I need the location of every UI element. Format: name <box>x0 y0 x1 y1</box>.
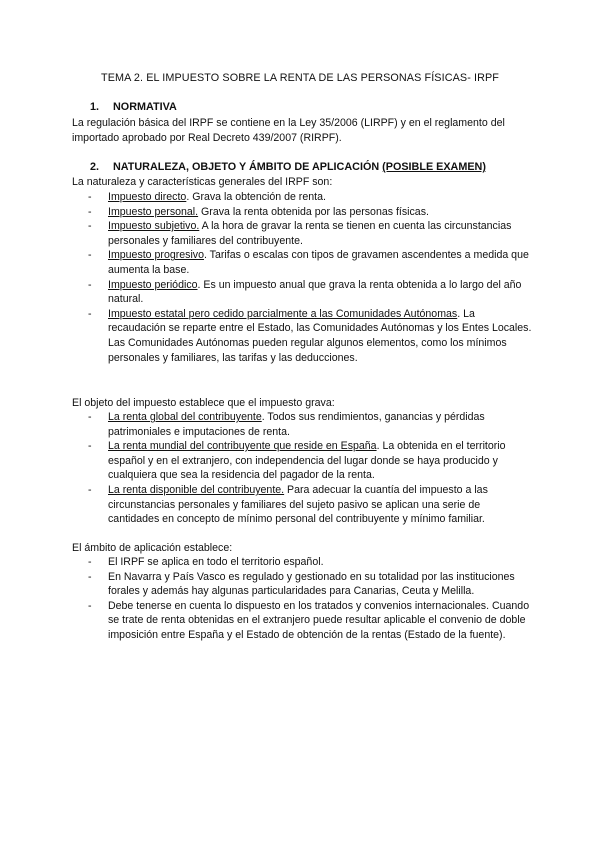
section-1-number: 1. <box>90 101 100 113</box>
feature-term: Impuesto progresivo <box>108 249 204 262</box>
feature-text: . Grava la obtención de renta. <box>186 191 326 203</box>
section-2-exam-tag: (POSIBLE EXAMEN) <box>382 161 486 173</box>
section-2-title: NATURALEZA, OBJETO Y ÁMBITO DE APLICACIÓN <box>113 161 380 173</box>
list-item: - La renta disponible del contribuyente. Para adecuar la cuantía del impuesto a las circunstancias personales y familiares del sujeto pasivo se aplican una serie de cantidades en concepto de mínimo personal del contribuyente y mínimo familiar. <box>88 483 488 526</box>
object-text: Para adecuar la cuantía del impuesto a las circunstancias personales y familiares del sujeto pasivo se aplican una serie de cantidades en concepto de mínimo personal del contribuyente y mínimo familiar. <box>108 483 488 526</box>
list-item: - Impuesto subjetivo. A la hora de gravar la renta se tienen en cuenta las circunstancias personales y familiares del contribuyente. <box>88 220 512 247</box>
object-term: La renta global del contribuyente <box>108 411 262 423</box>
section-2-number: 2. <box>90 161 100 173</box>
feature-term: Impuesto directo <box>108 191 187 203</box>
object-text: . La obtenida en el territorio español y en el extranjero, con independencia del lugar donde se haya producido y cualquiera que sea la residencia del pagador de la renta. <box>108 440 506 482</box>
features-intro: La naturaleza y características generales del IRPF son: <box>72 176 333 188</box>
feature-text: A la hora de gravar la renta se tienen en cuenta las circunstancias personales y familiares del contribuyente. <box>108 220 512 247</box>
list-item: - El IRPF se aplica en todo el territorio español. <box>88 556 324 568</box>
feature-term: Impuesto estatal pero cedido parcialmente a las Comunidades Autónomas <box>108 307 458 320</box>
document-title: TEMA 2. EL IMPUESTO SOBRE LA RENTA DE LAS PERSONAS FÍSICAS- IRPF <box>101 72 499 84</box>
section-1-text: La regulación básica del IRPF se contiene en la Ley 35/2006 (LIRPF) y en el reglamento del importado aprobado por Real Decreto 439/2007 (RIRPF). <box>72 117 505 144</box>
scope-text: El IRPF se aplica en todo el territorio español. <box>108 556 324 568</box>
list-item: - La renta global del contribuyente. Todos sus rendimientos, ganancias y pérdidas patrimoniales e imputaciones de renta. <box>88 411 485 438</box>
object-term: La renta mundial del contribuyente que reside en España <box>108 440 377 453</box>
list-item: - En Navarra y País Vasco es regulado y gestionado en su totalidad por las instituciones forales y además hay algunas particularidades para Canarias, Ceuta y Melilla. <box>88 570 515 598</box>
object-term: La renta disponible del contribuyente. <box>108 483 285 496</box>
object-text: . Todos sus rendimientos, ganancias y pérdidas patrimoniales e imputaciones de renta. <box>108 411 485 438</box>
feature-term: Impuesto personal. <box>108 205 199 218</box>
scope-text: En Navarra y País Vasco es regulado y gestionado en su totalidad por las instituciones forales y además hay algunas particularidades para Canarias, Ceuta y Melilla. <box>108 570 515 598</box>
objects-list <box>72 410 534 527</box>
list-item: - Impuesto progresivo. Tarifas o escalas con tipos de gravamen ascendentes a medida que aumenta la base. <box>88 249 529 276</box>
section-2-heading <box>90 161 486 173</box>
object-intro: El objeto del impuesto establece que el impuesto grava: <box>72 397 335 409</box>
list-item: - Debe tenerse en cuenta lo dispuesto en los tratados y convenios internacionales. Cuando se trate de renta obtenidas en el extranjero puede resultar aplicable el convenio de doble imposición entre España y el Estado de obtención de la rentas (Estado de la fuente). <box>88 599 530 641</box>
list-item: - Impuesto directo. Grava la obtención de renta. <box>88 191 326 203</box>
section-1-title: NORMATIVA <box>113 101 177 113</box>
list-item: - Impuesto estatal pero cedido parcialmente a las Comunidades Autónomas. La recaudación se reparte entre el Estado, las Comunidades Autónomas y los Entes Locales. Las Comunidades Autónomas pueden regular algunos elementos, como los mínimos personales y familiares, las tarifas y las deducciones. <box>72 307 534 365</box>
feature-text: . Tarifas o escalas con tipos de gravamen ascendentes a medida que aumenta la base. <box>108 249 529 276</box>
feature-text: Grava la renta obtenida por las personas físicas. <box>198 205 429 218</box>
scope-intro: El ámbito de aplicación establece: <box>72 542 233 554</box>
feature-extra: Las Comunidades Autónomas pueden regular algunos elementos, como los mínimos personales y familiares, las tarifas y las deducciones. <box>108 336 507 364</box>
feature-term: Impuesto subjetivo. <box>108 220 200 233</box>
feature-text: . La recaudación se reparte entre el Estado, las Comunidades Autónomas y los Entes Locales. <box>108 307 532 335</box>
features-list <box>72 190 534 365</box>
scope-text: Debe tenerse en cuenta lo dispuesto en los tratados y convenios internacionales. Cuando se trate de renta obtenidas en el extranjero puede resultar aplicable el convenio de doble imposición entre España y el Estado de obtención de la rentas (Estado de la fuente). <box>108 599 530 641</box>
list-item: - La renta mundial del contribuyente que reside en España. La obtenida en el territorio español y en el extranjero, con independencia del lugar donde se haya producido y cualquiera que sea la residencia del pagador de la renta. <box>88 440 506 482</box>
scope-list <box>72 555 534 643</box>
list-item: - Impuesto periódico. Es un impuesto anual que grava la renta obtenida a lo largo del año natural. <box>88 278 522 306</box>
section-1-heading <box>90 101 177 113</box>
feature-term: Impuesto periódico <box>108 278 198 291</box>
feature-text: . Es un impuesto anual que grava la renta obtenida a lo largo del año natural. <box>108 278 522 306</box>
list-item: - Impuesto personal. Grava la renta obtenida por las personas físicas. <box>88 205 429 218</box>
